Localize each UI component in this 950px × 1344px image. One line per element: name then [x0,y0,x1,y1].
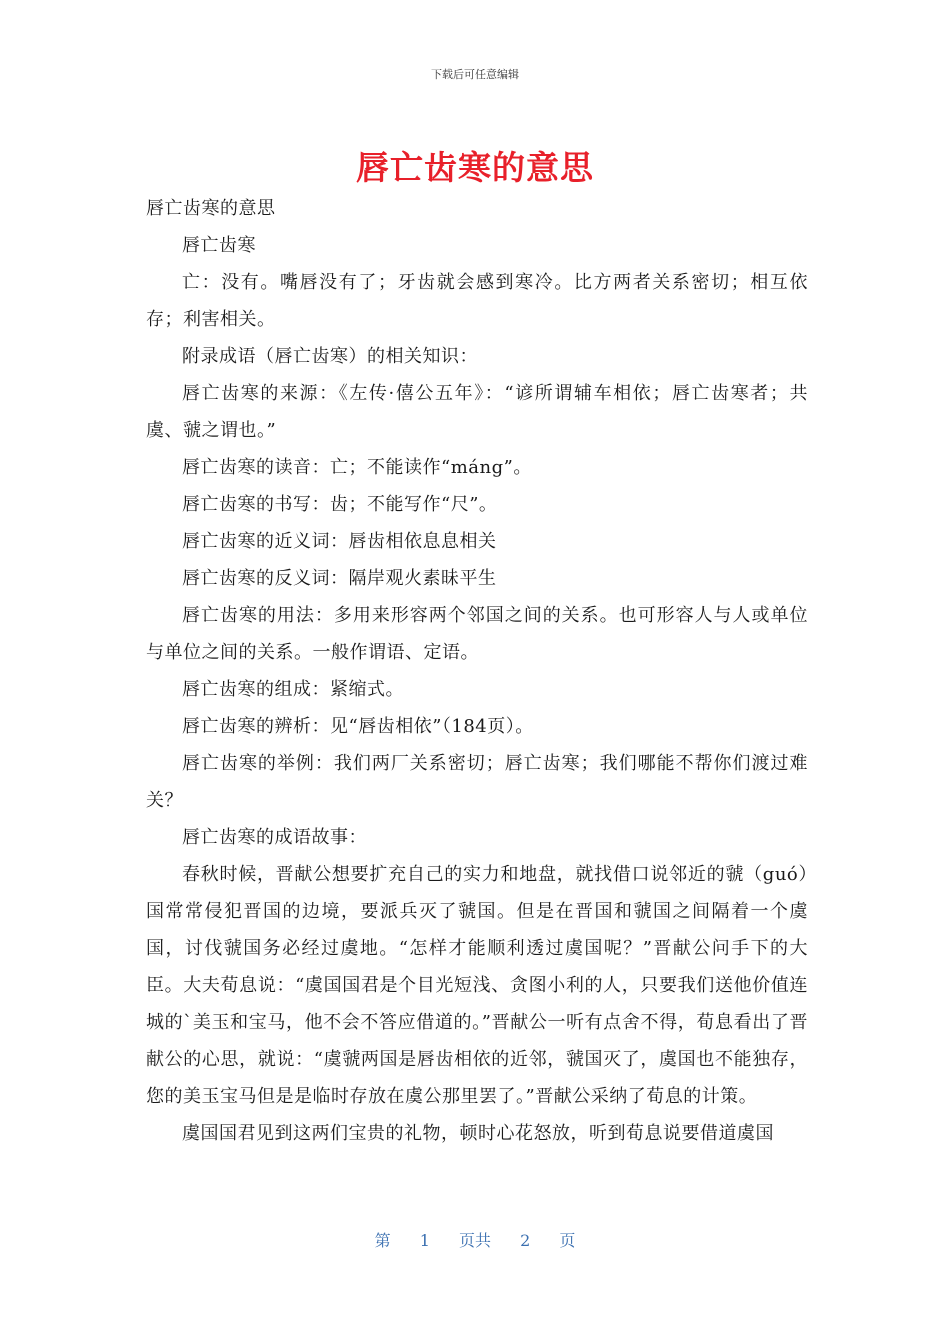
body-paragraph: 唇亡齿寒的组成：紧缩式。 [182,679,404,700]
body-paragraph: 唇亡齿寒的辨析：见“唇齿相依”（184页）。 [182,716,534,737]
body-paragraph: 唇亡齿寒的书写：齿；不能写作“尺”。 [182,494,498,515]
body-paragraph: 唇亡齿寒的成语故事： [182,827,367,848]
header-note: 下载后可任意编辑 [431,68,519,81]
body-paragraph: 唇亡齿寒的来源：《左传·僖公五年》：“谚所谓辅车相依；唇亡齿寒者；共虞、虢之谓也。” [146,383,808,441]
body-paragraph: 唇亡齿寒的近义词：唇齿相依息息相关 [182,531,497,552]
body-paragraph: 亡：没有。嘴唇没有了；牙齿就会感到寒冷。比方两者关系密切；相互依存；利害相关。 [146,272,808,330]
footer-page-label: 第 [374,1231,391,1250]
body-paragraph: 唇亡齿寒的反义词：隔岸观火素昧平生 [182,568,497,589]
page-footer [0,1228,950,1251]
document-title: 唇亡齿寒的意思 [356,148,594,187]
document-body [146,190,808,1152]
body-paragraph: 唇亡齿寒 [182,235,256,256]
footer-page-current: 1 [419,1231,430,1250]
footer-page-mid: 页共 [458,1231,491,1250]
body-paragraph: 唇亡齿寒的举例：我们两厂关系密切；唇亡齿寒；我们哪能不帮你们渡过难关？ [146,753,808,811]
body-paragraph: 唇亡齿寒的读音：亡；不能读作“máng”。 [182,457,532,478]
footer-page-end: 页 [559,1231,576,1250]
body-paragraph: 唇亡齿寒的意思 [146,198,276,219]
body-paragraph: 春秋时候，晋献公想要扩充自己的实力和地盘，就找借口说邻近的虢（guó）国常常侵犯晋国的边境，要派兵灭了虢国。但是在晋国和虢国之间隔着一个虞国，讨伐虢国务必经过虞地。“怎样才能顺利透过虞国呢？”晋献公问手下的大臣。大夫荀息说：“虞国国君是个目光短浅、贪图小利的人，只要我们送他价值连城的`美玉和宝马，他不会不答应借道的。”晋献公一听有点舍不得，荀息看出了晋献公的心思，就说：“虞虢两国是唇齿相依的近邻，虢国灭了，虞国也不能独存，您的美玉宝马但是是临时存放在虞公那里罢了。”晋献公采纳了荀息的计策。 [146,864,808,1107]
footer-page-total: 2 [520,1231,531,1250]
body-paragraph: 附录成语（唇亡齿寒）的相关知识： [182,346,478,367]
body-paragraph: 虞国国君见到这两们宝贵的礼物，顿时心花怒放，听到荀息说要借道虞国 [182,1123,774,1144]
body-paragraph: 唇亡齿寒的用法：多用来形容两个邻国之间的关系。也可形容人与人或单位与单位之间的关系。一般作谓语、定语。 [146,605,808,663]
